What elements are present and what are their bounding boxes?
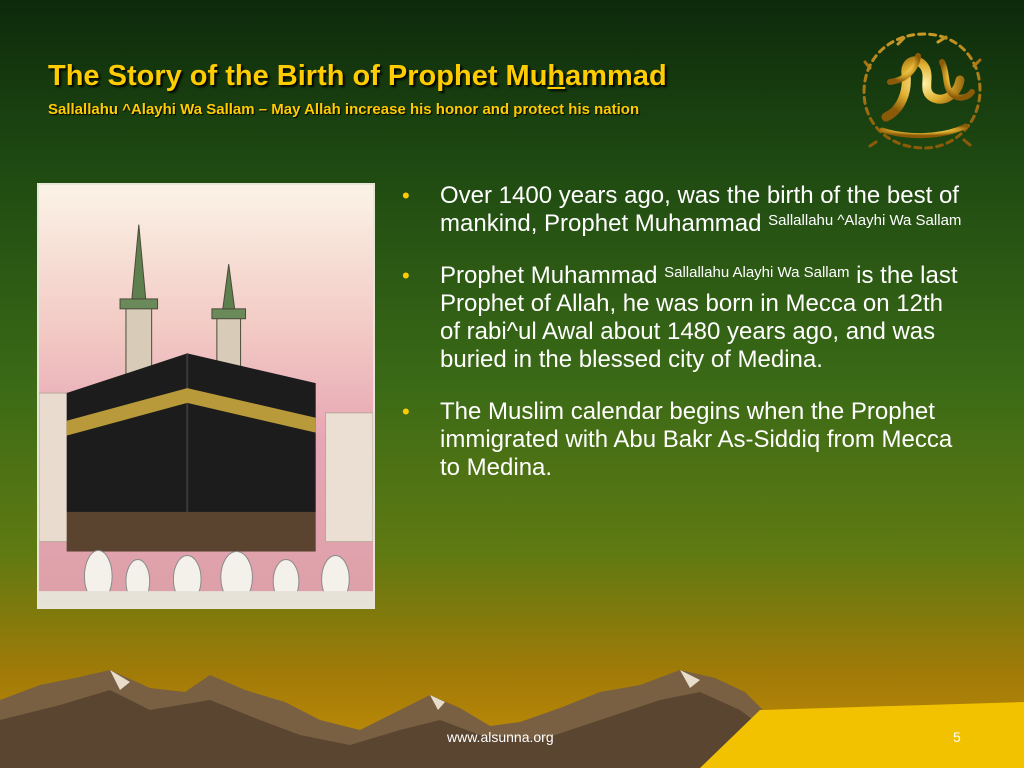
title-part-2: ammad bbox=[565, 60, 667, 92]
bullet-item: • Prophet Muhammad $^{Sallallahu Alayhi Wa Sallam}$ is the last Prophet of Allah, he was born in Mecca on 12th of rabi^ul Awal about 1480 years ago, and was buried in the blessed city of Medina. bbox=[402, 262, 958, 373]
bullet-dot-icon: • bbox=[402, 263, 410, 288]
title-part-1: The Story of the Birth of Prophet Mu bbox=[48, 60, 548, 92]
bullet-item: • The Muslim calendar begins when the Prophet immigrated with Abu Bakr As-Siddiq from Mecca to Medina. bbox=[402, 398, 953, 481]
slide-number: 5 bbox=[953, 729, 961, 745]
slide-subtitle: Sallallahu ^Alayhi Wa Sallam – May Allah increase his honor and protect his nation bbox=[48, 101, 640, 118]
title-underlined-letter: h bbox=[547, 60, 566, 92]
footer-url: www.alsunna.org bbox=[447, 729, 554, 745]
kaaba-painting-image bbox=[37, 183, 375, 609]
bullet-item: • Over 1400 years ago, was the birth of the best of mankind, Prophet Muhammad $^{Sallallahu \^{}Alayhi Wa Sallam}$ bbox=[402, 182, 962, 237]
bullet-dot-icon: • bbox=[402, 183, 410, 208]
slide-title bbox=[48, 60, 667, 93]
bullet-dot-icon: • bbox=[402, 399, 410, 424]
mountains-decoration bbox=[0, 630, 1024, 768]
calligraphy-logo-icon bbox=[846, 22, 996, 162]
bullet-list bbox=[402, 182, 962, 506]
